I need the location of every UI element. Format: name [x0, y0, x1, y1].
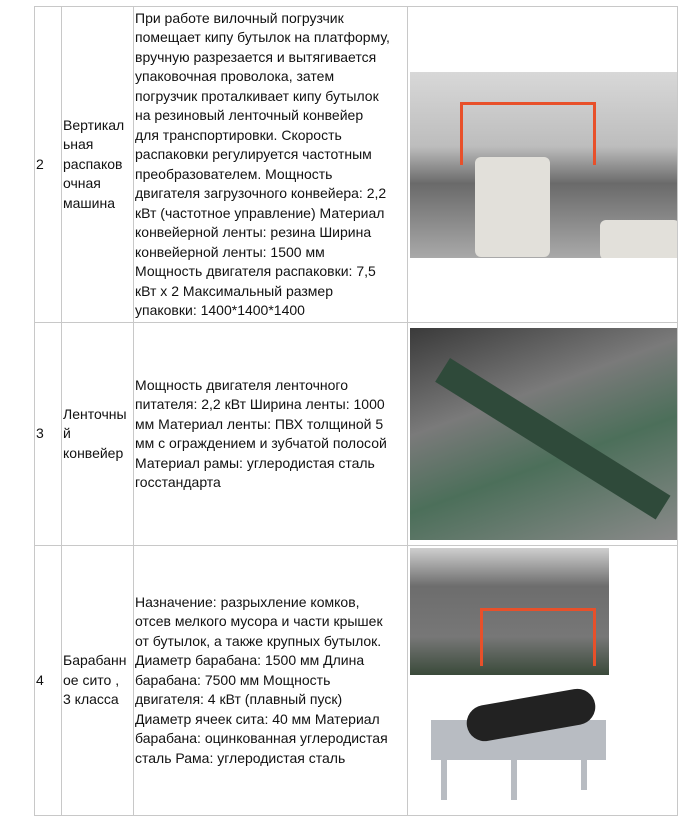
equipment-description — [134, 7, 408, 323]
equipment-image-cell — [408, 323, 678, 546]
equipment-image-cell — [408, 7, 678, 323]
text-line: Барабанн — [63, 652, 127, 669]
equipment-description — [134, 323, 408, 546]
unbaling-machine-photo — [410, 72, 677, 258]
text-line: барабана: оцинкованная углеродистая — [135, 730, 388, 747]
text-line: преобразователем. Мощность — [135, 165, 333, 182]
text-line: госстандарта — [135, 474, 221, 490]
text-line: вручную разрезается и вытягивается — [135, 48, 377, 65]
text-line: двигателя загрузочного конвейера: 2,2 — [135, 185, 387, 201]
equipment-name — [62, 323, 134, 546]
drum-screen-photo — [410, 548, 609, 675]
text-line: Вертикал — [63, 116, 125, 133]
equipment-name — [62, 546, 134, 816]
text-line: двигателя: 4 кВт (плавный пуск) — [135, 691, 343, 708]
text-line: Материал рамы: углеродистая сталь — [135, 454, 375, 471]
text-line: очная — [63, 175, 101, 192]
text-line: отсев мелкого мусора и части крышек — [135, 613, 383, 630]
table-row — [35, 7, 678, 323]
text-line: мм с ограждением и зубчатой полосой — [135, 435, 387, 451]
text-line: 3 класса — [63, 691, 119, 708]
text-line: кВт x 2 Максимальный размер — [135, 282, 333, 299]
text-line: й — [63, 425, 71, 442]
text-line: на резиновый ленточный конвейер — [135, 107, 364, 123]
equipment-table — [34, 6, 678, 816]
text-line: питателя: 2,2 кВт Ширина ленты: 1000 — [135, 396, 385, 412]
table-row — [35, 323, 678, 546]
text-line: ое сито , — [63, 671, 120, 688]
row-number: 4 — [35, 546, 62, 816]
text-line: конвейер — [63, 444, 124, 461]
text-line: конвейерной ленты: резина Ширина — [135, 224, 372, 240]
text-line: кВт (частотное управление) Материал — [135, 204, 385, 221]
text-line: распаков — [63, 155, 123, 172]
drum-screen-render — [411, 685, 607, 808]
text-line: Диаметр барабана: 1500 мм Длина — [135, 652, 365, 669]
equipment-name — [62, 7, 134, 323]
text-line: Назначение: разрыхление комков, — [135, 593, 360, 610]
text-line: барабана: 7500 мм Мощность — [135, 671, 331, 688]
equipment-description — [134, 546, 408, 816]
text-line: помещает кипу бутылок на платформу, — [135, 29, 390, 45]
row-number: 3 — [35, 323, 62, 546]
text-line: упаковки: 1400*1400*1400 — [135, 302, 305, 318]
table-row — [35, 546, 678, 816]
equipment-image-cell — [408, 546, 678, 816]
text-line: от бутылок, а также крупных бутылок. — [135, 632, 382, 649]
text-line: Ленточны — [63, 405, 127, 422]
text-line: для транспортировки. Скорость — [135, 126, 342, 143]
text-line: распаковки регулируется частотным — [135, 146, 372, 162]
text-line: упаковочная проволока, затем — [135, 68, 335, 84]
text-line: Диаметр ячеек сита: 40 мм Материал — [135, 710, 380, 727]
row-number: 2 — [35, 7, 62, 323]
text-line: ьная — [63, 136, 94, 153]
text-line: конвейерной ленты: 1500 мм — [135, 243, 325, 260]
text-line: сталь Рама: углеродистая сталь — [135, 749, 346, 766]
text-line: машина — [63, 194, 115, 211]
text-line: погрузчик проталкивает кипу бутылок — [135, 87, 379, 104]
text-line: мм Материал ленты: ПВХ толщиной 5 — [135, 415, 384, 432]
belt-conveyor-photo — [410, 328, 677, 540]
text-line: Мощность двигателя распаковки: 7,5 — [135, 263, 376, 279]
text-line: При работе вилочный погрузчик — [135, 9, 344, 26]
text-line: Мощность двигателя ленточного — [135, 376, 348, 393]
